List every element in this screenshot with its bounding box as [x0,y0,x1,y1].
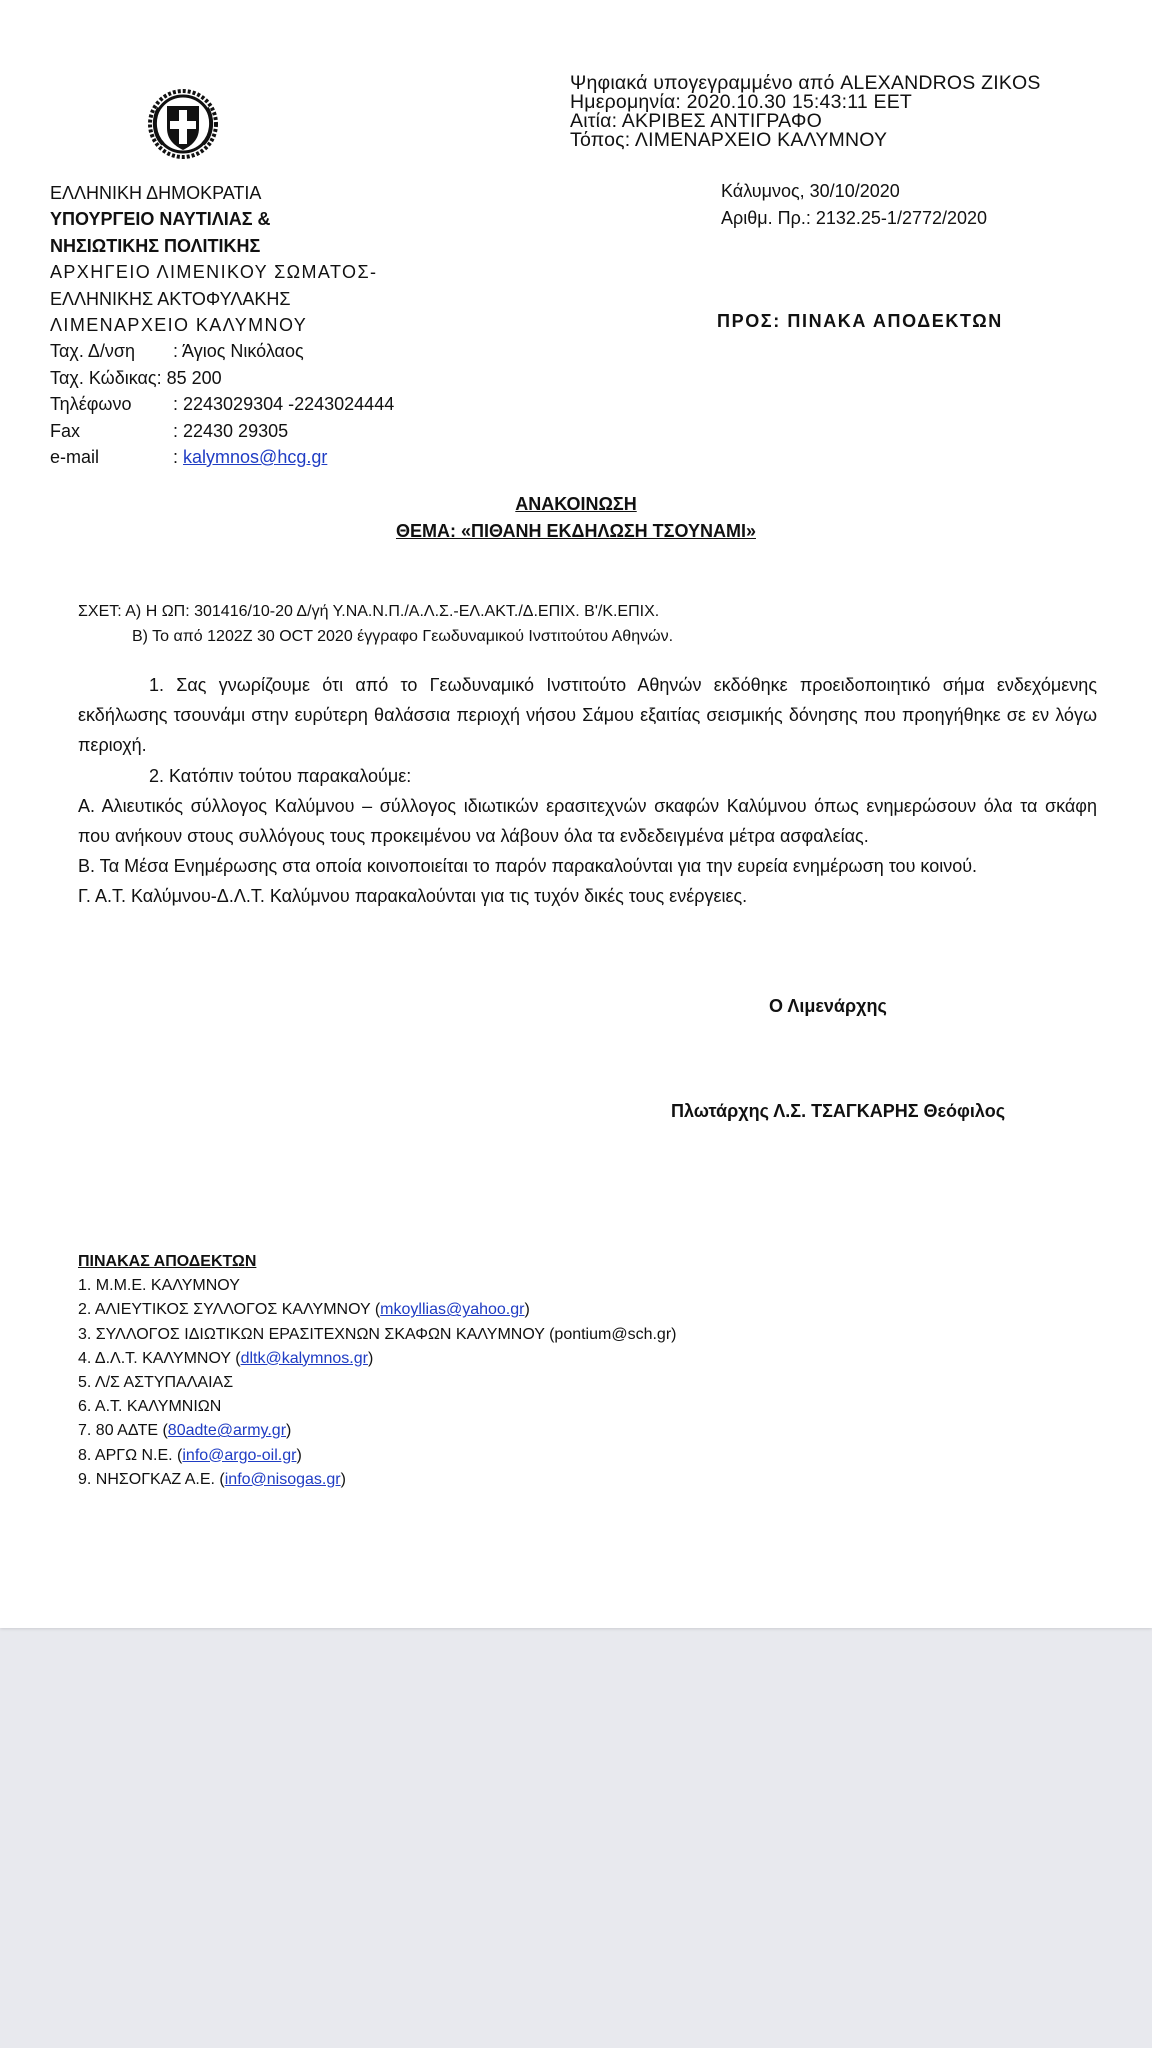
recipient-text: 7. 80 ΑΔΤΕ ( [78,1422,168,1440]
body-text [78,670,1097,912]
recipient-text: 1. Μ.Μ.Ε. ΚΑΛΥΜΝΟΥ [78,1277,240,1295]
phone-label: Τηλέφωνο [50,394,132,415]
sender-block [50,180,394,470]
recipient-item [78,1395,676,1419]
recipient-item [78,1298,676,1322]
recipient-text: 8. ΑΡΓΩ Ν.Ε. ( [78,1446,183,1464]
subject-heading: ΘΕΜΑ: «ΠΙΘΑΝΗ ΕΚΔΗΛΩΣΗ ΤΣΟΥΝΑΜΙ» [395,521,756,541]
fax-label: Fax [50,420,81,441]
recipient-text: 2. ΑΛΙΕΥΤΙΚΟΣ ΣΥΛΛΟΓΟΣ ΚΑΛΥΜΝΟΥ ( [78,1301,381,1319]
paragraph-a: Α. Αλιευτικός σύλλογος Καλύμνου – σύλλογος ιδιωτικών ερασιτεχνών σκαφών Καλύμνου όπως ενημερώσουν όλα τα σκάφη που ανήκουν στους συλλόγους τους προκειμένου να λάβουν όλα τα ενδεδειγμένα μέτρα ασφαλείας. [78,795,1097,847]
document-date: Κάλυμνος, 30/10/2020 [721,181,900,201]
recipient-text: 3. ΣΥΛΛΟΓΟΣ ΙΔΙΩΤΙΚΩΝ ΕΡΑΣΙΤΕΧΝΩΝ ΣΚΑΦΩΝ ΚΑΛΥΜΝΟΥ (pontium@sch.gr) [78,1325,677,1343]
recipient-email-link[interactable]: info@argo-oil.gr [182,1446,297,1464]
recipient-text-tail: ) [286,1422,292,1440]
recipient-email-link[interactable]: 80adte@army.gr [167,1422,287,1440]
recipient-text-tail: ) [367,1349,374,1367]
references-block [78,599,673,649]
signature-location: Τόπος: ΛΙΜΕΝΑΡΧΕΙΟ ΚΑΛΥΜΝΟΥ [570,129,888,151]
recipient-email-link[interactable]: info@nisogas.gr [224,1470,341,1488]
recipient-text: 5. Λ/Σ ΑΣΤΥΠΑΛΑΙΑΣ [78,1373,234,1391]
sender-hq-line1: ΑΡΧΗΓΕΙΟ ΛΙΜΕΝΙΚΟΥ ΣΩΜΑΤΟΣ- [50,262,378,283]
sender-office: ΛΙΜΕΝΑΡΧΕΙΟ ΚΑΛΥΜΝΟΥ [50,314,308,335]
paragraph-c: Γ. Α.Τ. Καλύμνου-Δ.Λ.Τ. Καλύμνου παρακαλούνται για τις τυχόν δικές τους ενέργειες. [78,886,748,907]
protocol-number: Αριθμ. Πρ.: 2132.25-1/2772/2020 [721,207,988,228]
paragraph-b: Β. Τα Μέσα Ενημέρωσης στα οποία κοινοποιείται το παρόν παρακαλούνται για την ευρεία ενημέρωση του κοινού. [78,856,978,877]
email-prefix: : [173,446,184,467]
address-label: Ταχ. Δ/νση [50,341,136,362]
addressee-line: ΠΡΟΣ: ΠΙΝΑΚΑ ΑΠΟΔΕΚΤΩΝ [717,311,1003,331]
sender-email-row [50,444,394,470]
recipient-text: 4. Δ.Λ.Τ. ΚΑΛΥΜΝΟΥ ( [78,1349,241,1367]
recipient-text: 6. Α.Τ. ΚΑΛΥΜΝΙΩΝ [78,1398,222,1416]
email-link[interactable]: kalymnos@hcg.gr [183,446,328,467]
recipient-item [78,1468,676,1492]
sender-ministry-line1: ΥΠΟΥΡΓΕΙΟ ΝΑΥΤΙΛΙΑΣ & [50,209,271,230]
paragraph-1: 1. Σας γνωρίζουμε ότι από το Γεωδυναμικό Ινστιτούτο Αθηνών εκδόθηκε προειδοποιητικό σήμα ενδεχόμενης εκδήλωσης τσουνάμι στην ευρύτερη θαλάσσια περιοχή νήσου Σάμου εξαιτίας σεισμικής δόνησης που προηγήθηκε σε εν λόγω περιοχή. [78,675,1097,756]
greek-coat-of-arms-icon [143,84,223,164]
paragraph-2: 2. Κατόπιν τούτου παρακαλούμε: [149,765,412,786]
announcement-heading: ΑΝΑΚΟΙΝΩΣΗ [515,494,637,514]
sender-republic: ΕΛΛΗΝΙΚΗ ΔΗΜΟΚΡΑΤΙΑ [50,183,262,203]
phone-value: : 2243029304 -2243024444 [173,394,395,415]
address-value: : Άγιος Νικόλαος [173,341,304,362]
signature-signer: Ψηφιακά υπογεγραμμένο από ALEXANDROS ZIKOS [570,72,1041,94]
recipient-text-tail: ) [524,1301,530,1319]
signer-title: Ο Λιμενάρχης [769,996,887,1016]
digital-signature-stamp [570,74,1041,150]
date-protocol-block [721,178,987,231]
recipient-email-link[interactable]: dltk@kalymnos.gr [240,1349,368,1367]
fax-value: : 22430 29305 [173,420,289,441]
recipient-item [78,1274,676,1298]
sender-fax-row [50,418,394,444]
sender-phone-row [50,391,394,417]
recipient-email-link[interactable]: mkoyllias@yahoo.gr [380,1301,525,1319]
sender-hq-line2: ΕΛΛΗΝΙΚΗΣ ΑΚΤΟΦΥΛΑΚΗΣ [50,288,291,309]
signature-reason: Αιτία: ΑΚΡΙΒΕΣ ΑΝΤΙΓΡΑΦΟ [570,110,822,132]
recipient-item [78,1347,676,1371]
signature-date: Ημερομηνία: 2020.10.30 15:43:11 EET [570,91,913,113]
reference-b: Β) Το από 1202Ζ 30 OCT 2020 έγγραφο Γεωδυναμικού Ινστιτούτου Αθηνών. [132,628,674,645]
recipient-text-tail: ) [340,1470,346,1488]
recipients-heading: ΠΙΝΑΚΑΣ ΑΠΟΔΕΚΤΩΝ [78,1253,257,1270]
sender-postcode: Ταχ. Κώδικας: 85 200 [50,367,222,388]
email-label: e-mail [50,446,100,467]
sender-ministry-line2: ΝΗΣΙΩΤΙΚΗΣ ΠΟΛΙΤΙΚΗΣ [50,235,261,256]
recipient-item [78,1371,676,1395]
signer-name: Πλωτάρχης Λ.Σ. ΤΣΑΓΚΑΡΗΣ Θεόφιλος [671,1101,1006,1121]
recipient-item [78,1419,676,1443]
recipient-text: 9. ΝΗΣΟΓΚΑΖ Α.Ε. ( [78,1470,225,1488]
recipients-list [78,1250,676,1492]
sender-address-row [50,338,394,364]
recipient-item [78,1323,676,1347]
reference-a: ΣΧΕΤ: Α) Η ΩΠ: 301416/10-20 Δ/γή Υ.ΝΑ.Ν.Π./Α.Λ.Σ.-ΕΛ.ΑΚΤ./Δ.ΕΠΙΧ. Β'/Κ.ΕΠΙΧ. [78,603,660,620]
recipient-item [78,1444,676,1468]
recipient-text-tail: ) [296,1446,302,1464]
